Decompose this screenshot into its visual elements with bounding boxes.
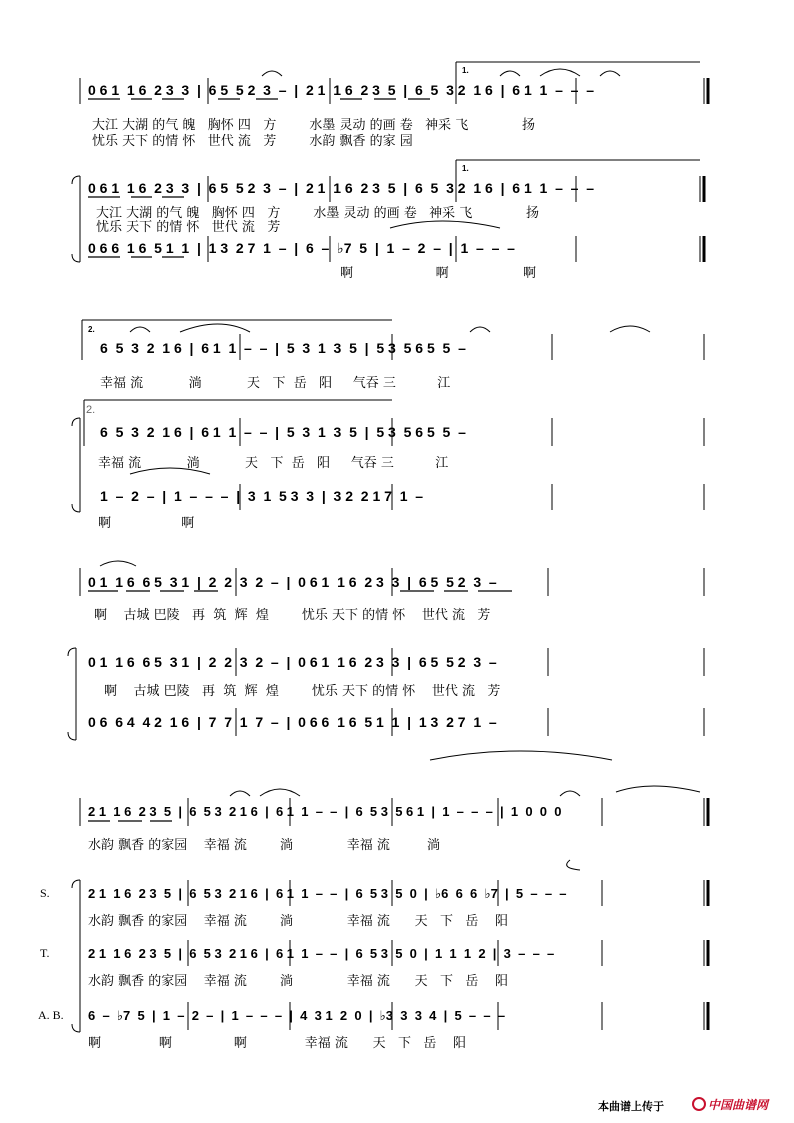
- lead-lyric-line-2: 幸福 流 淌 天 下 岳 阳 气吞 三 江: [100, 376, 451, 391]
- alto-bass-label: A. B.: [38, 1008, 64, 1022]
- soprano-label: S.: [40, 886, 50, 900]
- bass-lyric-2: 啊 啊: [98, 516, 195, 531]
- soprano-line-2: 6 5 3 2 1 6 | 6 1 1 – – | 5 3 1 3 5 | 5 3 5 6 5 5 –: [100, 424, 466, 440]
- lead-melody-line-4: 2 1 1 6 2 3 5 | 6 5 3 2 1 6 | 6 1 1 – – | 6 5 3 5 6 1 | 1 – – – | 1 0 0 0: [88, 804, 562, 819]
- soprano-lyric-1b: 忧乐 天下 的情 怀 世代 流 芳: [96, 220, 281, 235]
- tenor-lyric-4: 水韵 飘香 的家园 幸福 流 淌 幸福 流 天 下 岳 阳: [88, 974, 508, 989]
- soprano-lyric-3: 啊 古城 巴陵 再 筑 辉 煌 忧乐 天下 的情 怀 世代 流 芳: [104, 684, 501, 699]
- soprano-lyric-1a: 大江 大湖 的气 魄 胸怀 四 方 水墨 灵动 的画 卷 神采 飞 扬: [96, 206, 540, 221]
- bass-line-2: 1 – 2 – | 1 – – – | 3 1 5 3 3 | 3 2 2 1 7 1 –: [100, 488, 424, 504]
- lead-melody-line-1: 0 6 1 1 6 2 3 3 | 6 5 5 2 3 – | 2 1 1 6 2 3 5 | 6 5 3 2 1 6 | 6 1 1 – – –: [88, 82, 594, 98]
- tenor-label: T.: [40, 946, 50, 960]
- soprano-lyric-4: 水韵 飘香 的家园 幸福 流 淌 幸福 流 天 下 岳 阳: [88, 914, 508, 929]
- lead-lyric-line-4: 水韵 飘香 的家园 幸福 流 淌 幸福 流 淌: [88, 838, 441, 853]
- soprano-line-3: 0 1 1 6 6 5 3 1 | 2 2 3 2 – | 0 6 1 1 6 2 3 3 | 6 5 5 2 3 –: [88, 654, 497, 670]
- bass-line-1: 0 6 6 1 6 5 1 1 | 1 3 2 7 1 – | 6 – ♭7 5 | 1 – 2 – | 1 – – –: [88, 240, 515, 256]
- upload-note: 本曲谱上传于: [598, 1100, 664, 1113]
- tenor-line-4: 2 1 1 6 2 3 5 | 6 5 3 2 1 6 | 6 1 1 – – | 6 5 3 5 0 | 1 1 1 2 | 3 – – –: [88, 946, 555, 961]
- lead-lyric-2: 忧乐 天下 的情 怀 世代 流 芳 水韵 飘香 的家 园: [92, 134, 413, 149]
- lead-melody-line-2: 6 5 3 2 1 6 | 6 1 1 – – | 5 3 1 3 5 | 5 3 5 6 5 5 –: [100, 340, 466, 356]
- site-logo[interactable]: [692, 1096, 768, 1113]
- soprano-lyric-2: 幸福 流 淌 天 下 岳 阳 气吞 三 江: [98, 456, 449, 471]
- site-name: 中国曲谱网: [708, 1098, 769, 1112]
- lead-lyric-line-3: 啊 古城 巴陵 再 筑 辉 煌 忧乐 天下 的情 怀 世代 流 芳: [94, 608, 491, 623]
- lead-melody-line-3: 0 1 1 6 6 5 3 1 | 2 2 3 2 – | 0 6 1 1 6 2 3 3 | 6 5 5 2 3 –: [88, 574, 497, 590]
- alto-bass-line-4: 6 – ♭7 5 | 1 – 2 – | 1 – – – | 4 3 1 2 0 | ♭3 3 3 4 | 5 – – –: [88, 1008, 506, 1023]
- volta-1: 1.: [462, 66, 469, 75]
- bass-lyric-1: 啊 啊 啊: [340, 266, 537, 281]
- bass-line-3: 0 6 6 4 4 2 1 6 | 7 7 1 7 – | 0 6 6 1 6 5 1 1 | 1 3 2 7 1 –: [88, 714, 497, 730]
- alto-bass-lyric-4: 啊 啊 啊 幸福 流 天 下 岳 阳: [88, 1036, 466, 1051]
- lead-lyric-1: 大江 大湖 的气 魄 胸怀 四 方 水墨 灵动 的画 卷 神采 飞 扬: [92, 118, 536, 133]
- volta-2-choir: 2.: [86, 404, 96, 416]
- volta-2: 2.: [88, 325, 95, 334]
- bracket-curl: [72, 176, 80, 262]
- soprano-line-4: 2 1 1 6 2 3 5 | 6 5 3 2 1 6 | 6 1 1 – – | 6 5 3 5 0 | ♭6 6 6 ♭7 | 5 – – –: [88, 886, 567, 901]
- volta-1-choir: 1.: [462, 164, 469, 173]
- soprano-line-1: 0 6 1 1 6 2 3 3 | 6 5 5 2 3 – | 2 1 1 6 2 3 5 | 6 5 3 2 1 6 | 6 1 1 – – –: [88, 180, 594, 196]
- site-logo-icon: [692, 1097, 706, 1111]
